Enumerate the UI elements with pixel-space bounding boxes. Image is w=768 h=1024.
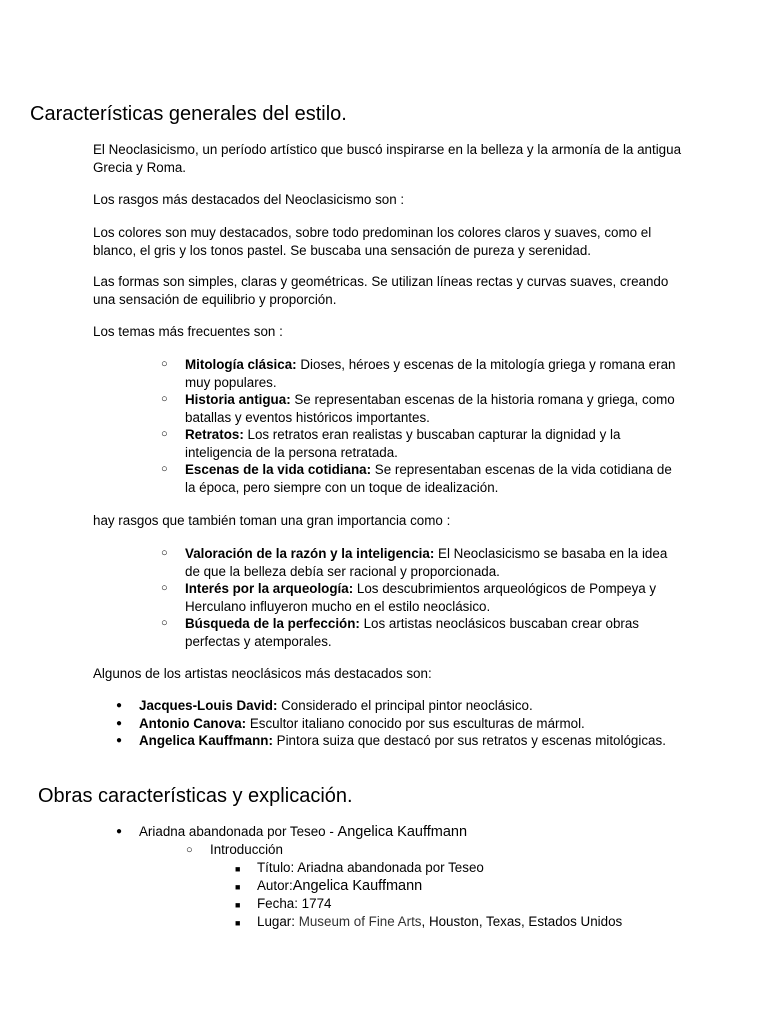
list-item-obra: ● Ariadna abandonada por Teseo - Angelica Kauffmann ○ Introducción ■ Título: Ariadna abandonada por Teseo ■ Autor:Angelica Kauffmann ■ Fecha: 1774 ■ Lugar: Museum of Fine Arts, Houston, Texas, Estados Unidos — [116, 823, 622, 931]
list-item: ○ Historia antigua: Se representaban escenas de la historia romana y griega, como batallas y eventos históricos importantes. — [160, 391, 680, 426]
list-artistas — [116, 697, 676, 750]
list-item: ● Angelica Kauffmann: Pintora suiza que destacó por sus retratos y escenas mitológicas. — [116, 732, 676, 750]
paragraph-intro: El Neoclasicismo, un período artístico que buscó inspirarse en la belleza y la armonía de la antigua Grecia y Roma. — [93, 142, 682, 175]
list-item: ● Antonio Canova: Escultor italiano conocido por sus esculturas de mármol. — [116, 715, 676, 733]
paragraph-otros-intro: hay rasgos que también toman una gran importancia como : — [93, 513, 451, 528]
list-obra-details — [210, 859, 622, 931]
detail-lugar: ■ Lugar: Museum of Fine Arts, Houston, Texas, Estados Unidos — [235, 913, 622, 931]
list-item: ○ Valoración de la razón y la inteligencia: El Neoclasicismo se basaba en la idea de que la belleza debía ser racional y proporcionada. — [160, 545, 680, 580]
list-otros-rasgos — [160, 545, 680, 650]
list-item: ○ Interés por la arqueología: Los descubrimientos arqueológicos de Pompeya y Herculano influyeron mucho en el estilo neoclásico. — [160, 580, 680, 615]
list-obra-sections — [139, 841, 622, 931]
detail-titulo: ■ Título: Ariadna abandonada por Teseo — [235, 859, 622, 877]
paragraph-colores: Los colores son muy destacados, sobre todo predominan los colores claros y suaves, como el blanco, el gris y los tonos pastel. Se buscaba una sensación de pureza y serenidad. — [93, 225, 652, 258]
heading-caracteristicas: Características generales del estilo. — [30, 103, 347, 125]
paragraph-rasgos-intro: Los rasgos más destacados del Neoclasicismo son : — [93, 192, 405, 207]
detail-fecha: ■ Fecha: 1774 — [235, 895, 622, 913]
list-item: ○ Retratos: Los retratos eran realistas y buscaban capturar la dignidad y la inteligencia de la persona retratada. — [160, 426, 680, 461]
list-temas — [160, 356, 680, 496]
detail-autor: ■ Autor:Angelica Kauffmann — [235, 877, 622, 895]
heading-obras: Obras características y explicación. — [38, 785, 353, 807]
paragraph-artistas-intro: Algunos de los artistas neoclásicos más destacados son: — [93, 666, 432, 681]
list-item-introduccion: ○ Introducción ■ Título: Ariadna abandonada por Teseo ■ Autor:Angelica Kauffmann ■ Fecha: 1774 ■ Lugar: Museum of Fine Arts, Houston, Texas, Estados Unidos — [185, 841, 622, 931]
list-item: ○ Búsqueda de la perfección: Los artistas neoclásicos buscaban crear obras perfectas y atemporales. — [160, 615, 680, 650]
list-obras — [116, 823, 622, 931]
paragraph-formas: Las formas son simples, claras y geométricas. Se utilizan líneas rectas y curvas suaves, creando una sensación de equilibrio y proporción. — [93, 274, 669, 307]
list-item: ● Jacques-Louis David: Considerado el principal pintor neoclásico. — [116, 697, 676, 715]
paragraph-temas-intro: Los temas más frecuentes son : — [93, 324, 283, 339]
list-item: ○ Mitología clásica: Dioses, héroes y escenas de la mitología griega y romana eran muy populares. — [160, 356, 680, 391]
list-item: ○ Escenas de la vida cotidiana: Se representaban escenas de la vida cotidiana de la época, pero siempre con un toque de idealización. — [160, 461, 680, 496]
